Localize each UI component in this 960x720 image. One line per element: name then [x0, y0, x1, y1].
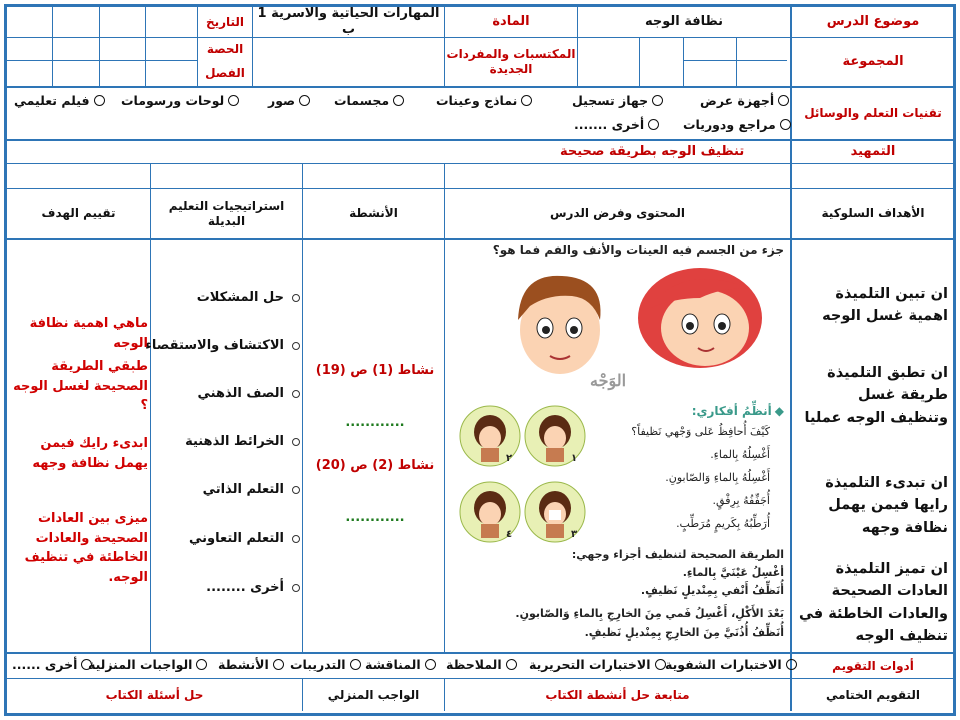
tools-option-film[interactable]: فيلم تعليمي [14, 93, 105, 108]
step-number: ١ [571, 453, 578, 464]
step-number: ٢ [506, 453, 513, 464]
tools-label: تقنيات التعلم والوسائل [804, 106, 942, 120]
evaluation-item: طبقي الطريقة الصحيحة لغسل الوجه ؟ [13, 359, 148, 413]
group-label: المجموعة [842, 53, 904, 69]
radio-circle-icon [652, 95, 663, 106]
activity-item: نشاط (1) ص (19) [315, 363, 435, 378]
radio-circle-icon [228, 95, 239, 106]
final-label: التقويم الختامي [825, 687, 920, 702]
tools-option-projectors[interactable]: أجهزة عرض [700, 93, 789, 108]
tools-option-pictures[interactable]: صور [268, 93, 310, 108]
activity-dots: ............ [345, 415, 405, 430]
bullet-circle-icon [292, 486, 300, 494]
radio-circle-icon [94, 95, 105, 106]
radio-circle-icon [778, 95, 789, 106]
radio-circle-icon [350, 659, 361, 670]
final-questions: حل أسئلة الكتاب [105, 687, 204, 702]
boy-face-icon [518, 276, 601, 374]
activity-item: نشاط (2) ص (20) [315, 458, 435, 473]
class-label: الفصل [205, 66, 245, 80]
strategy-cooperative[interactable]: التعلم التعاوني [140, 531, 300, 546]
objectives-header: الأهداف السلوكية [821, 206, 925, 220]
radio-circle-icon [196, 659, 207, 670]
strategy-problem-solving[interactable]: حل المشكلات [140, 290, 300, 305]
intro-label: التمهيد [850, 143, 896, 159]
radio-circle-icon [393, 95, 404, 106]
bullet-circle-icon [292, 584, 300, 592]
assessment-label: أدوات التقويم [832, 658, 914, 673]
strategy-self-learning[interactable]: التعلم الذاتي [140, 482, 300, 497]
bullet-circle-icon [292, 438, 300, 446]
activities-header: الأنشطة [349, 206, 398, 220]
radio-circle-icon [648, 119, 659, 130]
assessment-option-activities[interactable]: الأنشطة [218, 657, 284, 672]
faces-illustration [500, 258, 790, 398]
radio-circle-icon [81, 659, 92, 670]
topic-label: موضوع الدرس [826, 13, 920, 29]
step-number: ٣ [571, 529, 578, 540]
tools-option-models[interactable]: نماذج وعينات [436, 93, 532, 108]
assessment-option-oral[interactable]: الاختبارات الشفوية [665, 657, 797, 672]
content-question: جزء من الجسم فيه العينات والأنف والفم فما هو؟ [492, 243, 784, 257]
evaluation-header: تقييم الهدف [41, 206, 116, 220]
radio-circle-icon [506, 659, 517, 670]
assessment-option-discussion[interactable]: المناقشة [365, 657, 436, 672]
assessment-option-homework[interactable]: الواجبات المنزلية [88, 657, 207, 672]
evaluation-item: ميزى بين العادات الصحيحة والعادات الخاطئة في تنظيف الوجه. [24, 511, 148, 585]
period-label: الحصة [206, 41, 244, 56]
assessment-option-written[interactable]: الاختبارات التحريرية [529, 657, 666, 672]
step-number: ٤ [506, 529, 513, 540]
strategy-other[interactable]: أخرى ........ [140, 580, 300, 595]
tools-option-mockups[interactable]: مجسمات [334, 93, 404, 108]
final-homework: الواجب المنزلي [327, 687, 420, 702]
assessment-option-observation[interactable]: الملاحظة [446, 657, 517, 672]
subject-label: المادة [492, 13, 530, 29]
objective-item: ان تبدىء التلميذة رايها فيمن يهمل نظافة وجهه [825, 475, 948, 536]
strategy-mind-maps[interactable]: الخرائط الذهنية [140, 434, 300, 449]
radio-circle-icon [521, 95, 532, 106]
tools-option-other[interactable]: أخرى ....... [574, 117, 659, 132]
think-line: أُرَطِّبُهُ بِكَريمٍ مُرَطِّبٍ. [676, 517, 770, 530]
method-title: الطريقة الصحيحة لتنظيف أجزاء وجهي: [571, 548, 784, 561]
tools-option-recorder[interactable]: جهاز تسجيل [572, 93, 663, 108]
subject-value: المهارات الحياتية والاسرية 1 ب [257, 5, 440, 37]
think-title: ◆أنظِّمُ أفكاري: [691, 404, 784, 418]
bullet-circle-icon [292, 294, 300, 302]
assessment-option-exercises[interactable]: التدريبات [290, 657, 361, 672]
strategy-discovery[interactable]: الاكتشاف والاستقصاء [140, 338, 300, 353]
radio-circle-icon [780, 119, 791, 130]
radio-circle-icon [425, 659, 436, 670]
objective-item: ان تميز التلميذة العادات الصحيحة والعادات الخاطئة في تنظيف الوجه [799, 561, 948, 645]
activity-dots: ............ [345, 510, 405, 525]
strategy-brainstorm[interactable]: الصف الذهني [140, 386, 300, 401]
radio-circle-icon [299, 95, 310, 106]
bullet-circle-icon [292, 535, 300, 543]
final-activities: متابعة حل أنشطة الكتاب [545, 687, 690, 702]
bullet-circle-icon [292, 342, 300, 350]
evaluation-item: ابدىء رايك فيمن يهمل نظافة وجهه [32, 436, 148, 471]
girl-face-icon [638, 268, 762, 368]
diamond-bullet-icon: ◆ [774, 404, 784, 418]
think-line: أَغْسِلُهُ بِالماءِ وَالصّابونِ. [665, 471, 770, 484]
intro-value: تنظيف الوجه بطريقة صحيحة [560, 143, 745, 159]
radio-circle-icon [273, 659, 284, 670]
think-line: كَيْفَ أُحافِظُ عَلى وَجْهي نَظيفاً؟ [631, 425, 770, 438]
objective-item: ان تطبق التلميذة طريقة غسل وتنظيف الوجه عمليا [804, 365, 948, 426]
vocab-label: المكتسبات والمفردات الجديدة [446, 47, 576, 76]
think-line: أَغْسِلُهُ بِالماءِ. [710, 448, 770, 461]
method-line: أغْسِلُ عَيْنَيَّ بِالماءِ. [682, 566, 784, 579]
method-line: بَعْدَ الأَكْلِ، أَغْسِلُ فَمي مِنَ الخارِجِ بِالماءِ وَالصّابونِ. [515, 607, 784, 620]
face-caption: الوَجْه [590, 371, 627, 390]
strategies-header: استراتيجيات التعليم البديلة [168, 198, 285, 228]
topic-value: نظافة الوجه [644, 13, 724, 29]
objective-item: ان تبين التلميذة اهمية غسل الوجه [822, 286, 948, 325]
radio-circle-icon [786, 659, 797, 670]
assessment-option-other[interactable]: أخرى ...... [12, 657, 92, 672]
tools-option-charts[interactable]: لوحات ورسومات [121, 93, 239, 108]
date-label: التاريخ [205, 14, 245, 29]
content-header: المحتوى وفرض الدرس [549, 206, 686, 220]
think-line: أُجَفِّفُهُ بِرِفْقٍ. [712, 494, 770, 507]
evaluation-item: ماهي اهمية نظافة الوجه [29, 316, 148, 351]
method-line: أُنَظِّفُ أَنْفي بِمِنْديلٍ نَظيفٍ. [640, 584, 784, 597]
method-line: أُنَظِّفُ أُذُنَيَّ مِنَ الخارِجِ بِمِنْديلٍ نَظيفٍ. [584, 626, 784, 639]
radio-circle-icon [655, 659, 666, 670]
tools-option-references[interactable]: مراجع ودوريات [683, 117, 791, 132]
washing-steps-illustration [458, 402, 588, 552]
bullet-circle-icon [292, 390, 300, 398]
